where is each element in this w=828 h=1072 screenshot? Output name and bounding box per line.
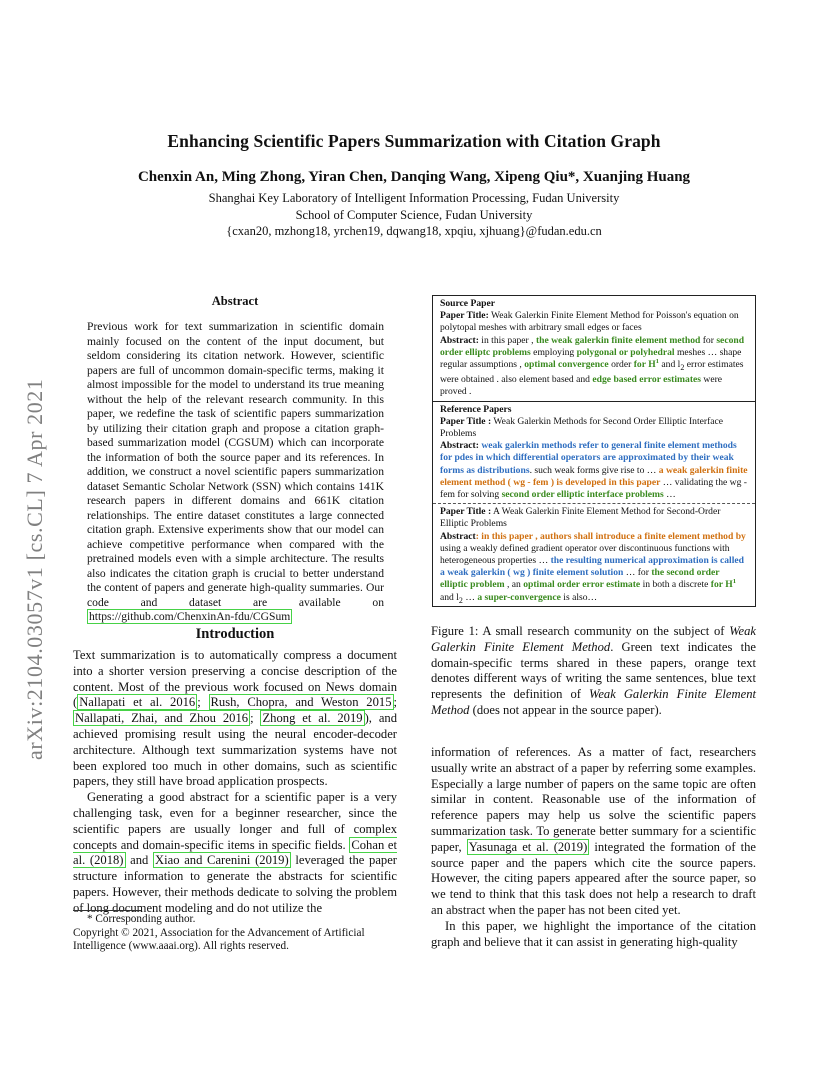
abstract-text <box>87 320 384 625</box>
author-emails: {cxan20, mzhong18, yrchen19, dqwang18, xpqiu, xjhuang}@fudan.edu.cn <box>226 224 602 238</box>
citation-link[interactable]: Nallapati et al. 2016 <box>79 695 196 710</box>
citation-link[interactable]: Nallapati, Zhai, and Zhou 2016 <box>75 711 249 726</box>
source-abstract: Abstract: in this paper , the weak galerkin finite element method for second order elliptc problems employing polygonal or polyhedral meshes … shape regular assumptions , optimal convergence order for $H^1$ and $l_2$ error estimates were obtained . also element based and edge based error estimates were proved . <box>440 334 745 398</box>
ref1-title: Paper Title : Weak Galerkin Methods for Second Order Elliptic Interface Problems <box>440 415 724 439</box>
arxiv-stamp: arXiv:2104.03057v1 [cs.CL] 7 Apr 2021 <box>22 378 47 760</box>
citation-link[interactable]: Xiao and Carenini (2019) <box>155 853 289 868</box>
abstract-heading: Abstract <box>211 294 259 308</box>
affiliation-2: School of Computer Science, Fudan University <box>295 207 533 222</box>
corresponding-note: * Corresponding author. <box>87 913 196 925</box>
ref1-abstract: Abstract: weak galerkin methods refer to general finite element methods for pdes in which differential operators are approximated by their weak forms as distributions. such weak forms give rise to … a weak galerkin finite element method ( wg - fem ) is developed in this paper … validating the wg - fem for solving second order elliptic interface problems … <box>440 440 748 500</box>
citation-link[interactable]: Cohan et al. (2018) <box>73 837 397 868</box>
intro-paragraph-1: Text summarization is to automatically compress a document into a shorter version preserving a concise description of the content. Most of the previous work focused on News domain ( Nallapati et al. 2016 ; Rush, Chopra, and Weston 2015 ; Nallapati, Zhai, and Zhou 2016 ; Zhong et al. 2019 ), and achieved promising result using the neural encoder-decoder architecture. Although text summarization systems have not been explored too much in other domains, such as scientific papers, they still have broad application prospects. <box>73 648 397 789</box>
citation-link[interactable]: Zhong et al. 2019 <box>262 711 363 726</box>
reference-heading: Reference Papers <box>440 403 512 415</box>
source-heading: Source Paper <box>440 298 495 309</box>
code-link[interactable]: https://github.com/ChenxinAn-fdu/CGSum <box>89 610 291 623</box>
figure-1-caption: Figure 1: A small research community on the subject of Weak Galerkin Finite Element Method. Green text indicates the domain-specific terms shared in these papers, orange text denotes different ways of writing the same sentences, blue text represents the definition of Weak Galerkin Finite Element Method (does not appear in the source paper). <box>431 624 756 717</box>
citation-link[interactable]: Yasunaga et al. (2019) <box>468 839 588 854</box>
paper-title: Enhancing Scientific Papers Summarization with Citation Graph <box>167 131 661 151</box>
affiliation-1: Shanghai Key Laboratory of Intelligent Information Processing, Fudan University <box>208 191 620 205</box>
author-list: Chenxin An, Ming Zhong, Yiran Chen, Danqing Wang, Xipeng Qiu*, Xuanjing Huang <box>137 169 691 185</box>
footnote <box>73 913 397 954</box>
ref2-abstract: Abstract: in this paper , authors shall introduce a finite element method by using a weakly defined gradient operator over discontinuous functions with heterogeneous properties … the resulting numerical approximation is called a weak galerkin ( wg ) finite element solution … for the second order elliptic problem , an optimal order error estimate in both a discrete for $H^1$ and $l_2$ … a super-convergence is also… <box>440 530 746 605</box>
introduction-body <box>73 648 397 917</box>
source-title: Paper Title: Weak Galerkin Finite Element Method for Poisson's equation on polytopal meshes with arbitrary small edges or faces <box>440 310 739 334</box>
figure-1-box <box>432 295 756 607</box>
right-paragraph-1: information of references. As a matter of fact, researchers usually write an abstract of a paper by referring some examples. Especially a large number of papers on the same topic are often similar in content. Reasonable use of the information of reference papers may help us solve the scientific papers summarization task. To generate better summary for a scientific paper, Yasunaga et al. (2019) integrated the formation of the source paper and the papers which cite the source papers. However, the citing papers appeared after the source paper, so we tend to think that this task does not help a research to draft an abstract when the paper has not been cited yet. <box>431 745 756 917</box>
citation-link[interactable]: Rush, Chopra, and Weston 2015 <box>210 695 392 710</box>
copyright-note: Copyright © 2021, Association for the Advancement of Artificial Intelligence (www.aaai.org). All rights reserved. <box>73 926 365 953</box>
affiliation-block <box>0 190 828 240</box>
right-paragraph-2: In this paper, we highlight the importance of the citation graph and believe that it can assist in generating high-quality <box>431 918 756 949</box>
footnote-rule <box>73 910 141 911</box>
intro-paragraph-2: Generating a good abstract for a scientific paper is a very challenging task, even for a beginner researcher, since the scientific papers are usually longer and full of complex concepts and domain-specific items in specific fields. Cohan et al. (2018) and Xiao and Carenini (2019) leveraged the paper structure information to generate the abstracts for scientific papers. However, their methods dedicate to solving the problem of long document modeling and do not utilize the <box>73 790 398 915</box>
right-column-body <box>431 745 756 950</box>
source-paper-section <box>433 296 755 401</box>
reference-paper-1 <box>433 401 755 504</box>
reference-paper-2 <box>433 503 755 609</box>
abstract-body: Previous work for text summarization in scientific domain mainly focused on the content of the input document, but seldom considering its citation network. However, scientific papers are full of uncommon domain-specific terms, making it almost impossible for the model to understand its true meaning without the help of the relevant research community. In this paper, we redefine the task of scientific papers summarization by utilizing their citation graph and propose a citation graph-based summarization model (CGSUM) which can incorporate the information of both the source paper and its references. In addition, we construct a novel scientific papers summarization dataset Semantic Scholar Network (SSN) which contains 141K research papers in different domains and 661K citation relationships. The entire dataset constitutes a large connected citation graph. Extensive experiments show that our model can achieve competitive performance when compared with the pretrained models even with a simple architecture. The results also indicates the citation graph is crucial to better understand the content of papers and generate high-quality summaries. Our code and dataset are available on <box>87 320 384 609</box>
ref2-title: Paper Title : A Weak Galerkin Finite Element Method for Second-Order Elliptic Problems <box>440 506 721 530</box>
introduction-heading: Introduction <box>195 626 275 642</box>
